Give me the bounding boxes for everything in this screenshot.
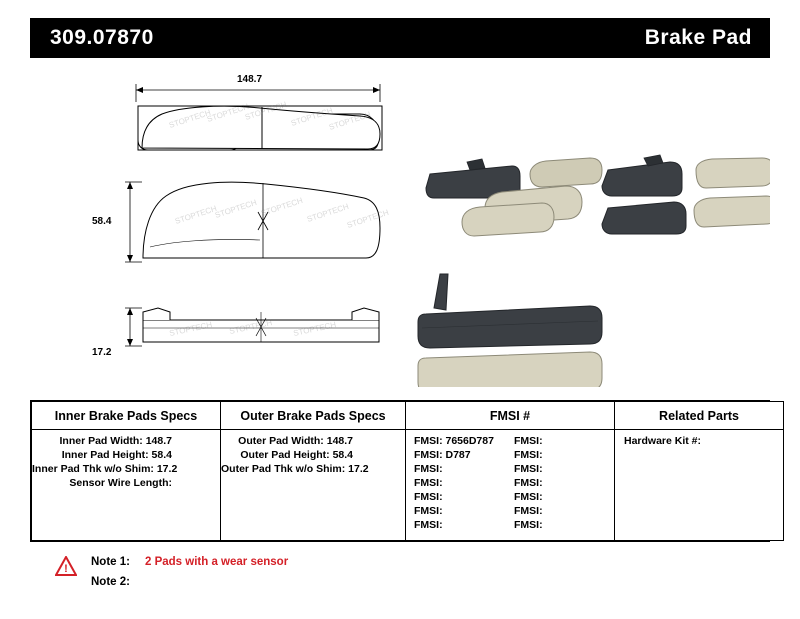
- table-body-row: [32, 430, 784, 541]
- specs-table: [31, 401, 784, 541]
- column-header-fmsi: FMSI #: [406, 402, 615, 430]
- outer-pad-width: Outer Pad Width: 148.7: [238, 435, 353, 447]
- column-header-inner-specs: Inner Brake Pads Specs: [32, 402, 221, 430]
- fmsi-right-7: FMSI:: [514, 519, 543, 531]
- svg-text:STOPTECH: STOPTECH: [168, 320, 213, 338]
- fmsi-left-5: FMSI:: [414, 491, 443, 503]
- svg-text:STOPTECH: STOPTECH: [259, 195, 304, 218]
- fmsi-right-5: FMSI:: [514, 491, 543, 503]
- outer-pad-thickness: Outer Pad Thk w/o Shim: 17.2: [221, 463, 369, 475]
- dimension-width-label: 148.7: [237, 74, 263, 85]
- specs-table-container: [30, 400, 770, 542]
- inner-pad-height: Inner Pad Height: 58.4: [61, 449, 172, 461]
- fmsi-right-2: FMSI:: [514, 449, 543, 461]
- svg-text:STOPTECH: STOPTECH: [345, 207, 390, 230]
- svg-text:!: !: [64, 563, 68, 575]
- drawing-area: [30, 62, 770, 387]
- part-number: 309.07870: [50, 26, 154, 49]
- note-2-label: Note 2:: [91, 576, 130, 588]
- fmsi-grid: [406, 434, 614, 532]
- note-1-row: [91, 552, 288, 572]
- svg-text:STOPTECH: STOPTECH: [327, 109, 372, 132]
- page-title: Brake Pad: [644, 26, 752, 49]
- inner-pad-thickness: Inner Pad Thk w/o Shim: 17.2: [32, 463, 178, 475]
- dimension-height-label: 58.4: [92, 216, 112, 227]
- header-bar: [30, 18, 770, 58]
- notes-text-block: [91, 552, 288, 592]
- outer-pad-height: Outer Pad Height: 58.4: [240, 449, 353, 461]
- svg-text:STOPTECH: STOPTECH: [205, 101, 250, 124]
- svg-text:STOPTECH: STOPTECH: [213, 197, 258, 220]
- note-2-row: [91, 572, 288, 592]
- svg-text:STOPTECH: STOPTECH: [243, 99, 288, 122]
- fmsi-left-6: FMSI:: [414, 505, 443, 517]
- note-1-value: 2 Pads with a wear sensor: [145, 556, 289, 568]
- sensor-wire-length: Sensor Wire Length:: [69, 477, 172, 489]
- fmsi-right-1: FMSI:: [514, 435, 543, 447]
- fmsi-right-4: FMSI:: [514, 477, 543, 489]
- fmsi-right-6: FMSI:: [514, 505, 543, 517]
- watermark-layer: [30, 62, 770, 387]
- fmsi-left-7: FMSI:: [414, 519, 443, 531]
- note-1-label: Note 1:: [91, 556, 130, 568]
- cell-outer-specs: [221, 430, 406, 541]
- svg-text:STOPTECH: STOPTECH: [305, 201, 350, 224]
- cell-related-parts: [615, 430, 784, 541]
- cell-inner-specs: [32, 430, 221, 541]
- fmsi-right-3: FMSI:: [514, 463, 543, 475]
- svg-text:STOPTECH: STOPTECH: [289, 105, 334, 128]
- dimension-thickness-label: 17.2: [92, 347, 112, 358]
- fmsi-left-4: FMSI:: [414, 477, 443, 489]
- warning-icon: [55, 556, 77, 576]
- inner-pad-width: Inner Pad Width: 148.7: [59, 435, 172, 447]
- fmsi-left-2: FMSI: D787: [414, 449, 471, 461]
- column-header-outer-specs: Outer Brake Pads Specs: [221, 402, 406, 430]
- fmsi-left-3: FMSI:: [414, 463, 443, 475]
- svg-text:STOPTECH: STOPTECH: [292, 320, 337, 338]
- cell-fmsi: [406, 430, 615, 541]
- table-header-row: [32, 402, 784, 430]
- column-header-related-parts: Related Parts: [615, 402, 784, 430]
- svg-text:STOPTECH: STOPTECH: [167, 107, 212, 130]
- svg-text:STOPTECH: STOPTECH: [173, 203, 218, 226]
- hardware-kit-number: Hardware Kit #:: [624, 435, 702, 447]
- fmsi-left-1: FMSI: 7656D787: [414, 435, 494, 447]
- svg-text:STOPTECH: STOPTECH: [228, 318, 273, 336]
